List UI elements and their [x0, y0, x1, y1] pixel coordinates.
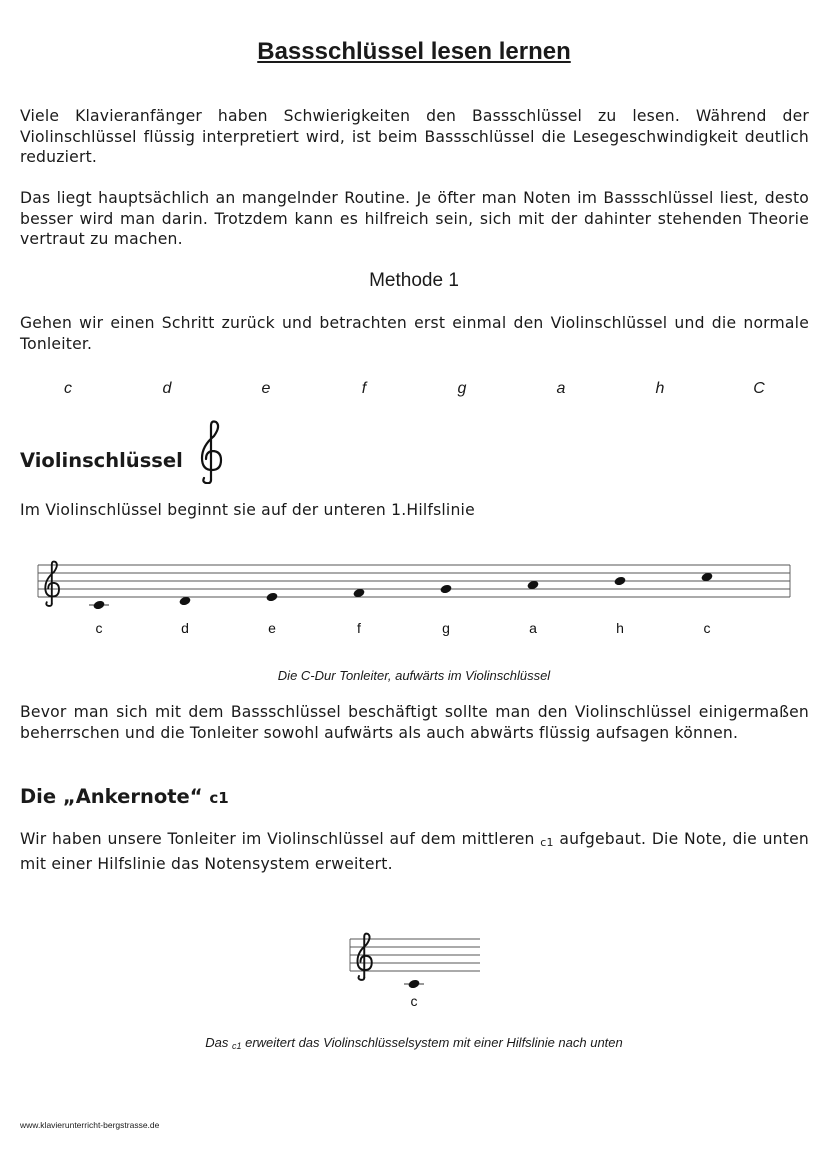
staff-label-d: d [181, 620, 189, 636]
staff-label-c2: c [703, 620, 711, 636]
treble-clef-icon [196, 418, 226, 484]
anker-heading-note: c1 [209, 789, 229, 807]
anker-heading [20, 785, 229, 808]
staff-label-c: c [95, 620, 103, 636]
treble-clef-icon [358, 934, 372, 980]
small-caption [0, 1035, 828, 1051]
note-head-e [266, 592, 279, 603]
anker-text-post: aufgebaut. Die Note, die unten mit einer Hilfslinie das Notensystem erweitert. [20, 830, 809, 873]
small-staff [340, 925, 490, 1015]
scale-name-d: d [162, 380, 172, 397]
small-caption-note: c1 [231, 1041, 242, 1051]
footer-url[interactable]: www.klavierunterricht-bergstrasse.de [20, 1120, 160, 1130]
c-major-staff [0, 555, 828, 645]
staff-label-h: h [616, 620, 624, 636]
page-title: Bassschlüssel lesen lernen [257, 38, 571, 65]
scale-name-a: a [556, 380, 566, 397]
anker-text-note: c1 [540, 836, 554, 849]
anker-heading-text: Die „Ankernote“ [20, 785, 203, 808]
violin-heading: Violinschlüssel [20, 449, 183, 472]
anker-paragraph [20, 829, 809, 874]
bevor-paragraph: Bevor man sich mit dem Bassschlüssel beschäftigt sollte man den Violinschlüssel einigermaßen beherrschen und die Tonleiter sowohl aufwärts als auch abwärts flüssig aufsagen können. [20, 703, 809, 742]
staff-label-g: g [442, 620, 450, 636]
note-head-c1 [408, 979, 421, 990]
anker-text-pre: Wir haben unsere Tonleiter im Violinschlüssel auf dem mittleren [20, 830, 535, 848]
staff-label-e: e [268, 620, 276, 636]
scale-name-e: e [261, 380, 271, 397]
staff-caption: Die C-Dur Tonleiter, aufwärts im Violinschlüssel [277, 668, 551, 683]
scale-name-c: c [64, 380, 72, 397]
treble-clef-icon [45, 562, 59, 606]
note-head-g [440, 584, 453, 595]
method-paragraph: Gehen wir einen Schritt zurück und betrachten erst einmal den Violinschlüssel und die normale Tonleiter. [20, 314, 809, 353]
scale-name-f: f [361, 380, 367, 397]
small-staff-label: c [410, 993, 418, 1009]
note-head-h [614, 576, 627, 587]
intro-paragraph-1: Viele Klavieranfänger haben Schwierigkeiten den Bassschlüssel zu lesen. Während der Violinschlüssel flüssig interpretiert wird, ist beim Bassschlüssel die Lesegeschwindigkeit deutlich reduziert. [20, 107, 809, 166]
small-caption-post: erweitert das Violinschlüsselsystem mit einer Hilfslinie nach unten [245, 1035, 623, 1050]
intro-paragraph-2: Das liegt hauptsächlich an mangelnder Routine. Je öfter man Noten im Bassschlüssel liest, desto besser wird man darin. Trotzdem kann es hilfreich sein, sich mit der dahinter stehenden Theorie vertraut zu machen. [20, 189, 809, 248]
scale-name-h: h [655, 380, 665, 397]
scale-name-C: C [753, 380, 765, 397]
small-caption-pre: Das [205, 1035, 229, 1050]
violin-paragraph: Im Violinschlüssel beginnt sie auf der unteren 1.Hilfslinie [20, 501, 475, 519]
staff-lines [38, 565, 790, 597]
scale-name-g: g [457, 380, 467, 397]
staff-label-f: f [357, 620, 361, 636]
note-head-c [93, 600, 106, 611]
method-heading: Methode 1 [369, 270, 459, 291]
staff-label-a: a [529, 620, 537, 636]
